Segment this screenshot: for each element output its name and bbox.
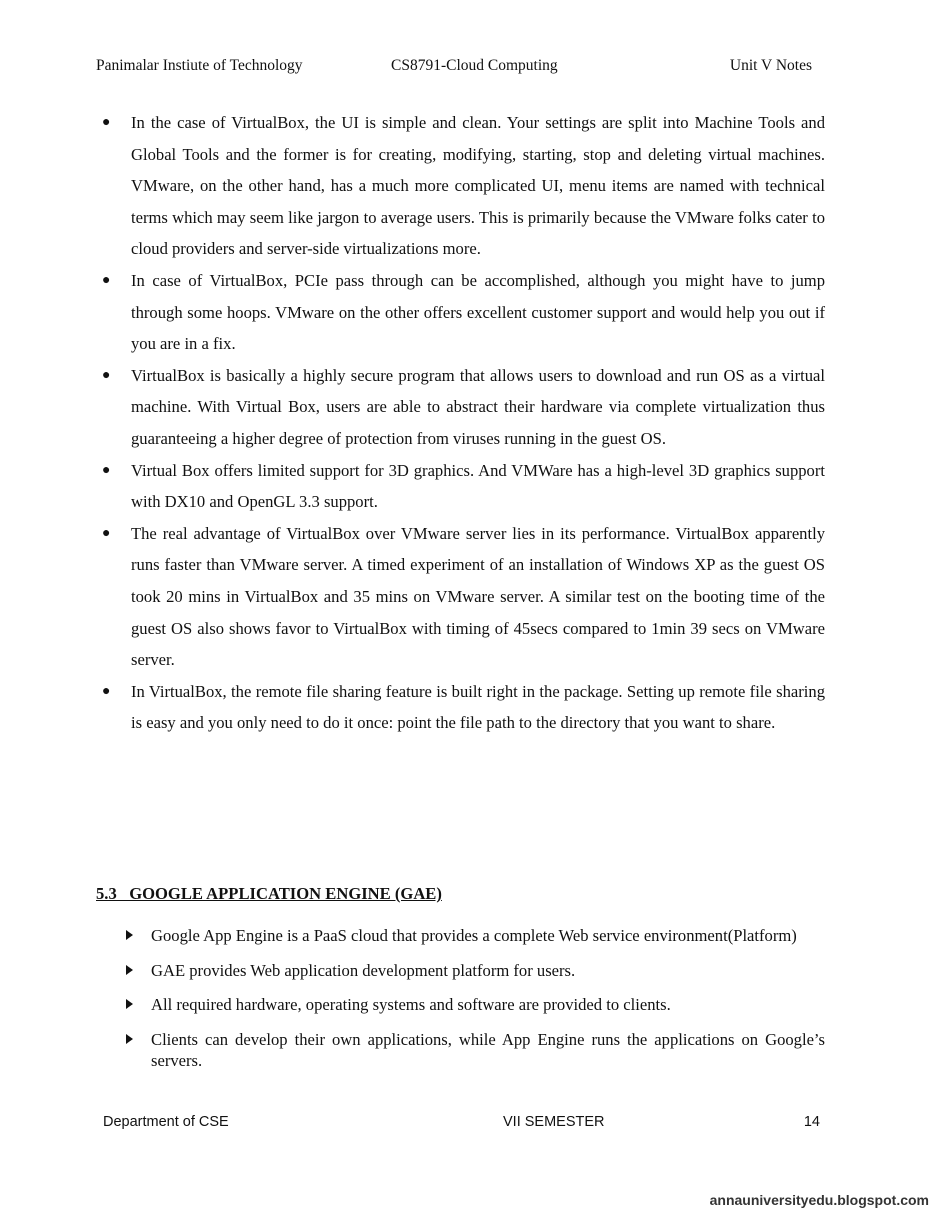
bullet-icon: ●	[102, 525, 111, 541]
arrow-bullet-icon	[126, 999, 133, 1009]
list-item-text: In case of VirtualBox, PCIe pass through can be accomplished, although you might have to jump through some hoops. VMware on the other offers excellent customer support and would help you out if you are in a fix.	[131, 270, 825, 354]
list-item	[96, 1029, 825, 1072]
page-footer	[103, 1114, 820, 1134]
header-course: CS8791-Cloud Computing	[391, 57, 558, 74]
bullet-icon: ●	[102, 115, 111, 130]
gae-point-list	[96, 925, 825, 1085]
bullet-icon: ●	[102, 272, 111, 288]
list-item-text: Clients can develop their own applications, while App Engine runs the applications on Google’s servers.	[151, 1029, 825, 1070]
arrow-bullet-icon	[126, 1034, 133, 1044]
list-item-text: In VirtualBox, the remote file sharing feature is built right in the package. Setting up remote file sharing is easy and you only need to do it once: point the file path to the directory that you want to share.	[131, 681, 825, 733]
list-item-text: GAE provides Web application development platform for users.	[151, 960, 576, 980]
list-item	[96, 676, 825, 739]
list-item	[96, 518, 825, 676]
list-item-text: Google App Engine is a PaaS cloud that provides a complete Web service environment(Platform)	[151, 926, 797, 945]
comparison-bullet-list	[96, 107, 825, 739]
list-item	[96, 360, 825, 455]
bullet-icon: ●	[102, 367, 111, 383]
page-number: 14	[803, 1114, 820, 1130]
list-item-text: The real advantage of VirtualBox over VMware server lies in its performance. VirtualBox apparently runs faster than VMware server. A timed experiment of an installation of Windows XP as the guest OS took 20 mins in VirtualBox and 35 mins on VMware server. A similar test on the booting time of the guest OS also shows favor to VirtualBox with timing of 45secs compared to 1min 39 secs on VMware server.	[131, 523, 825, 670]
bullet-icon: ●	[102, 683, 111, 699]
header-unit: Unit V Notes	[729, 57, 812, 74]
source-watermark: annauniversityedu.blogspot.com	[709, 1192, 929, 1208]
list-item	[96, 925, 825, 947]
footer-department: Department of CSE	[103, 1114, 229, 1130]
header-institute: Panimalar Instiute of Technology	[96, 57, 303, 74]
footer-semester: VII SEMESTER	[503, 1114, 605, 1130]
list-item	[96, 265, 825, 360]
list-item	[96, 960, 825, 982]
list-item-text: VirtualBox is basically a highly secure program that allows users to download and run OS as a virtual machine. With Virtual Box, users are able to abstract their hardware via complete virtualization thus guaranteeing a higher degree of protection from viruses running in the guest OS.	[131, 365, 825, 448]
arrow-bullet-icon	[126, 965, 133, 975]
page-header	[96, 57, 812, 77]
list-item-text: Virtual Box offers limited support for 3D graphics. And VMWare has a high-level 3D graphics support with DX10 and OpenGL 3.3 support.	[131, 460, 825, 512]
list-item	[96, 107, 825, 265]
bullet-icon: ●	[102, 462, 111, 478]
list-item	[96, 994, 825, 1016]
list-item	[96, 455, 825, 518]
list-item-text: In the case of VirtualBox, the UI is simple and clean. Your settings are split into Machine Tools and Global Tools and the former is for creating, modifying, starting, stop and deleting virtual machines. VMware, on the other hand, has a much more complicated UI, menu items are named with technical terms which may seem like jargon to average users. This is primarily because the VMware folks cater to cloud providers and server-side virtualizations more.	[131, 113, 825, 259]
arrow-bullet-icon	[126, 930, 133, 940]
list-item-text: All required hardware, operating systems and software are provided to clients.	[151, 995, 671, 1014]
section-heading: 5.3 GOOGLE APPLICATION ENGINE (GAE)	[96, 884, 442, 903]
